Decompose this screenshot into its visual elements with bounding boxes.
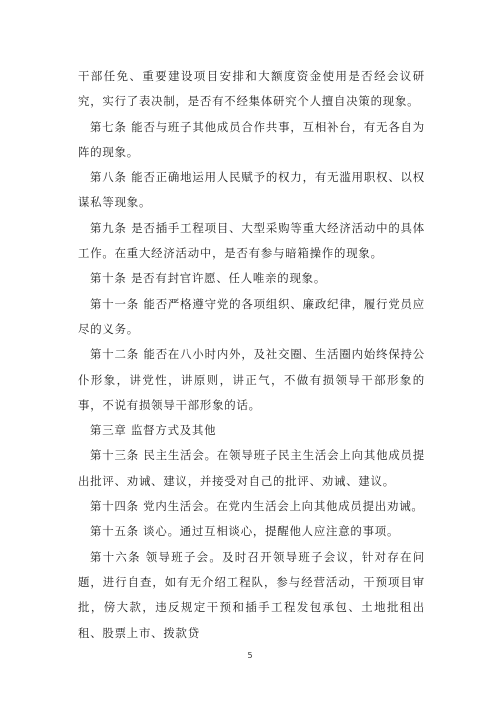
chapter-3-heading: 第三章 监督方式及其他 <box>90 423 217 438</box>
body-text <box>78 64 425 646</box>
article-16: 第十六条 领导班子会。及时召开领导班子会议，针对存在问题，进行自查，如有无介绍工程队，参与经营活动，干预项目审批，傍大款，违反规定干预和插手工程发包承包、土地批租出租、股票上市、拨款贷 <box>78 549 425 640</box>
article-13: 第十三条 民主生活会。在领导班子民主生活会上向其他成员提出批评、劝诫、建议，并接受对自己的批评、劝诫、建议。 <box>78 448 425 488</box>
page-number: 5 <box>247 651 253 660</box>
article-11: 第十一条 能否严格遵守党的各项组织、廉政纪律，履行党员应尽的义务。 <box>78 296 425 336</box>
article-12: 第十二条 能否在八小时内外，及社交圈、生活圈内始终保持公仆形象，讲党性，讲原则，讲正气，不做有损领导干部形象的事，不说有损领导干部形象的话。 <box>78 347 425 412</box>
article-14: 第十四条 党内生活会。在党内生活会上向其他成员提出劝诫。 <box>90 499 424 514</box>
article-9: 第九条 是否插手工程项目、大型采购等重大经济活动中的具体工作。在重大经济活动中，是否有参与暗箱操作的现象。 <box>78 220 425 261</box>
article-7: 第七条 能否与班子其他成员合作共事，互相补台，有无各自为阵的现象。 <box>78 119 425 159</box>
article-10: 第十条 是否有封官许愿、任人唯亲的现象。 <box>90 271 327 286</box>
article-8: 第八条 能否正确地运用人民赋予的权力，有无滥用职权、以权谋私等现象。 <box>78 170 425 210</box>
paragraph-continuation: 干部任免、重要建设项目安排和大额度资金使用是否经会议研究，实行了表决制，是否有不经集体研究个人擅自决策的现象。 <box>78 69 425 109</box>
article-15: 第十五条 谈心。通过互相谈心，提醒他人应注意的事项。 <box>90 524 400 539</box>
